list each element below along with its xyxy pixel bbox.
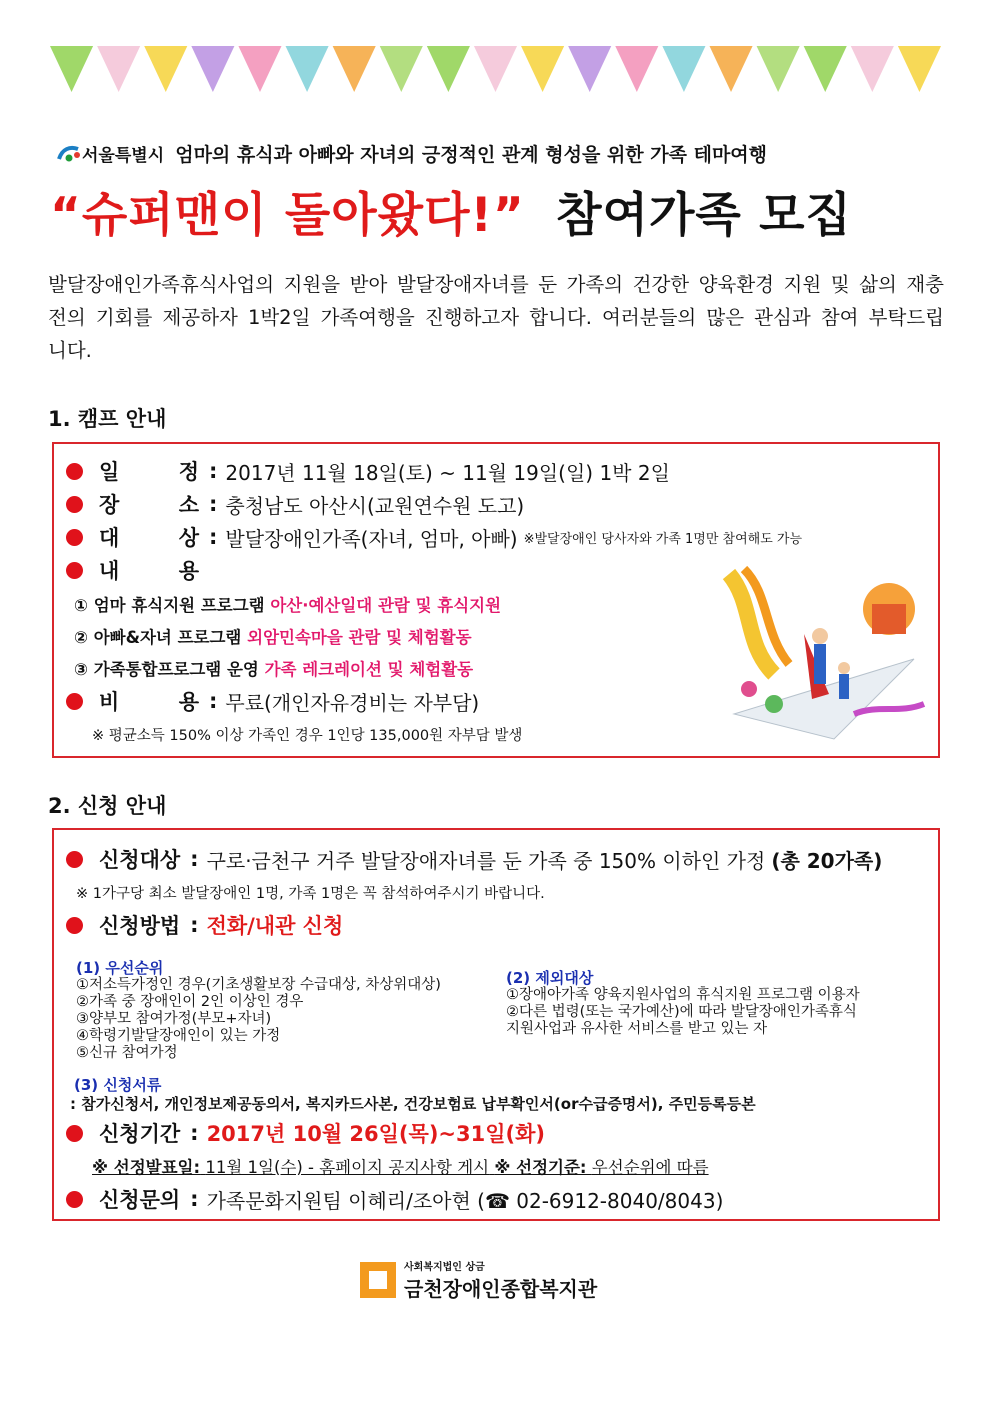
apply-target-label: 신청대상 (99, 848, 181, 872)
exclude-heading: (2) 제외대상 (506, 969, 594, 987)
apply-period-label: 신청기간 (99, 1122, 181, 1146)
intro-paragraph: 발달장애인가족휴식사업의 지원을 받아 발달장애자녀를 둔 가족의 건강한 양육환경 지원 및 삶의 재충전의 기회를 제공하자 1박2일 가족여행을 진행하고자 합니다. 여러분들의 많은 관심과 참여 부탁드립니다. (48, 273, 944, 362)
bunting-flag (286, 46, 329, 92)
bunting-flag (898, 46, 941, 92)
camp-place-row: 장 소 : 충청남도 아산시(교원연수원 도고) (66, 489, 524, 519)
bullet-icon (66, 1191, 83, 1208)
camp-box (52, 442, 940, 758)
camp-target-row: 대 상 : 발달장애인가족(자녀, 엄마, 아빠) ※발달장애인 당사자와 가족 1명만 참여해도 가능 (66, 522, 802, 552)
priority-list (76, 960, 441, 1062)
bullet-icon (66, 463, 83, 480)
content-label: 내 용 (99, 559, 199, 583)
target-value: 발달장애인가족(자녀, 엄마, 아빠) (225, 526, 518, 551)
bunting-flag (804, 46, 847, 92)
camp-content-row (66, 555, 199, 585)
seoul-logo-icon (56, 143, 82, 165)
list-item: ①장애아가족 양육지원사업의 휴식지원 프로그램 이용자 (506, 987, 860, 1003)
footer-small: 사회복지법인 상금 (404, 1262, 485, 1273)
cost-value: 무료(개인자유경비는 자부담) (225, 690, 480, 715)
title-black: 참여가족 모집 (556, 188, 852, 243)
superman-family-illustration (714, 564, 934, 749)
bunting-flag (427, 46, 470, 92)
cost-note: ※ 평균소득 150% 이상 가족인 경우 1인당 135,000원 자부담 발생 (92, 728, 523, 744)
bullet-icon (66, 917, 83, 934)
bunting-flag (97, 46, 140, 92)
list-item: ⑤신규 참여가정 (76, 1045, 178, 1061)
apply-contact-value: 가족문화지원팀 이혜리/조아현 (☎ 02-6912-8040/8043) (206, 1188, 724, 1213)
place-label: 장 소 (99, 493, 199, 517)
bunting-flag (615, 46, 658, 92)
date-value: 2017년 11월 18일(토) ~ 11월 19일(일) 1박 2일 (225, 460, 670, 485)
bunting-flag (851, 46, 894, 92)
bunting-flag (568, 46, 611, 92)
bunting-flag (709, 46, 752, 92)
apply-box (52, 828, 940, 1221)
docs-heading: (3) 신청서류 (74, 1076, 162, 1094)
place-value: 충청남도 아산시(교원연수원 도고) (225, 493, 525, 518)
program-2: ② 아빠&자녀 프로그램 외암민속마을 관람 및 체험활동 (74, 628, 472, 647)
camp-date-row: 일 정 : 2017년 11월 18일(토) ~ 11월 19일(일) 1박 2일 (66, 456, 670, 486)
apply-period-value: 2017년 10월 26일(목)~31일(화) (206, 1122, 546, 1146)
priority-heading: (1) 우선순위 (76, 959, 164, 977)
apply-target-note: ※ 1가구당 최소 발달장애인 1명, 가족 1명은 꼭 참석하여주시기 바랍니다. (76, 886, 545, 902)
apply-method-value: 전화/내관 신청 (206, 914, 344, 938)
bullet-icon (66, 1125, 83, 1142)
bunting-flag (662, 46, 705, 92)
list-item: ①저소득가정인 경우(기초생활보장 수급대상, 차상위대상) (76, 977, 441, 993)
apply-heading: 2. 신청 안내 (48, 794, 167, 818)
exclude-list (506, 970, 860, 1038)
apply-contact-label: 신청문의 (99, 1188, 181, 1212)
selection-note: ※ 선정발표일: 11월 1일(수) - 홈페이지 공지사항 게시 ※ 선정기준: 우선순위에 따름 (92, 1158, 709, 1177)
apply-method-row: 신청방법 : 전화/내관 신청 (66, 910, 343, 940)
program-3: ③ 가족통합프로그램 운영 가족 레크레이션 및 체험활동 (74, 660, 474, 679)
program-1: ① 엄마 휴식지원 프로그램 아산·예산일대 관람 및 휴식지원 (74, 596, 502, 615)
footer-name: 금천장애인종합복지관 (404, 1277, 598, 1301)
list-item: ④학령기발달장애인이 있는 가정 (76, 1028, 281, 1044)
list-item: ②다른 법령(또는 국가예산)에 따라 발달장애인가족휴식 (506, 1004, 857, 1020)
bullet-icon (66, 496, 83, 513)
apply-period-row: 신청기간 : 2017년 10월 26일(목)~31일(화) (66, 1118, 545, 1148)
subtitle: 엄마의 휴식과 아빠와 자녀의 긍정적인 관계 형성을 위한 가족 테마여행 (175, 144, 768, 166)
bunting-flag (521, 46, 564, 92)
date-label: 일 정 (99, 460, 199, 484)
apply-contact-row: 신청문의 : 가족문화지원팀 이혜리/조아현 (☎ 02-6912-8040/8043) (66, 1184, 723, 1214)
apply-method-label: 신청방법 (99, 914, 181, 938)
seoul-logo-text: 서울특별시 (82, 146, 165, 166)
bullet-icon (66, 851, 83, 868)
title-red: “슈퍼맨이 돌아왔다!” (50, 188, 525, 243)
docs-value: : 참가신청서, 개인정보제공동의서, 복지카드사본, 건강보험료 납부확인서(or수급증명서), 주민등록등본 (70, 1095, 756, 1113)
bullet-icon (66, 693, 83, 710)
welfare-center-logo-icon (360, 1262, 396, 1298)
camp-cost-row: 비 용 : 무료(개인자유경비는 자부담) (66, 686, 479, 716)
bunting-flag (380, 46, 423, 92)
page-title (50, 178, 940, 245)
target-label: 대 상 (99, 526, 199, 550)
bunting-flag (238, 46, 281, 92)
bunting-flag (191, 46, 234, 92)
apply-target-value: 구로·금천구 거주 발달장애자녀를 둔 가족 중 150% 이하인 가정 (206, 848, 766, 873)
bullet-icon (66, 529, 83, 546)
list-item: ②가족 중 장애인이 2인 이상인 경우 (76, 994, 304, 1010)
target-note: ※발달장애인 당사자와 가족 1명만 참여해도 가능 (523, 531, 803, 547)
cost-label: 비 용 (99, 690, 199, 714)
footer-logo (360, 1258, 597, 1302)
apply-target-row: 신청대상 : 구로·금천구 거주 발달장애자녀를 둔 가족 중 150% 이하인 가정 (총 20가족) (66, 844, 882, 874)
bunting-flag (144, 46, 187, 92)
bunting-flag (50, 46, 93, 92)
list-item: ③양부모 참여가정(부모+자녀) (76, 1011, 272, 1027)
seoul-logo (56, 141, 164, 166)
bunting-flag (757, 46, 800, 92)
bullet-icon (66, 562, 83, 579)
list-item: 지원사업과 유사한 서비스를 받고 있는 자 (506, 1021, 768, 1037)
bunting-flag (474, 46, 517, 92)
bunting-flag (333, 46, 376, 92)
header (56, 140, 936, 167)
camp-heading: 1. 캠프 안내 (48, 407, 167, 431)
bunting-decoration (48, 44, 943, 96)
apply-target-total: (총 20가족) (771, 848, 883, 873)
